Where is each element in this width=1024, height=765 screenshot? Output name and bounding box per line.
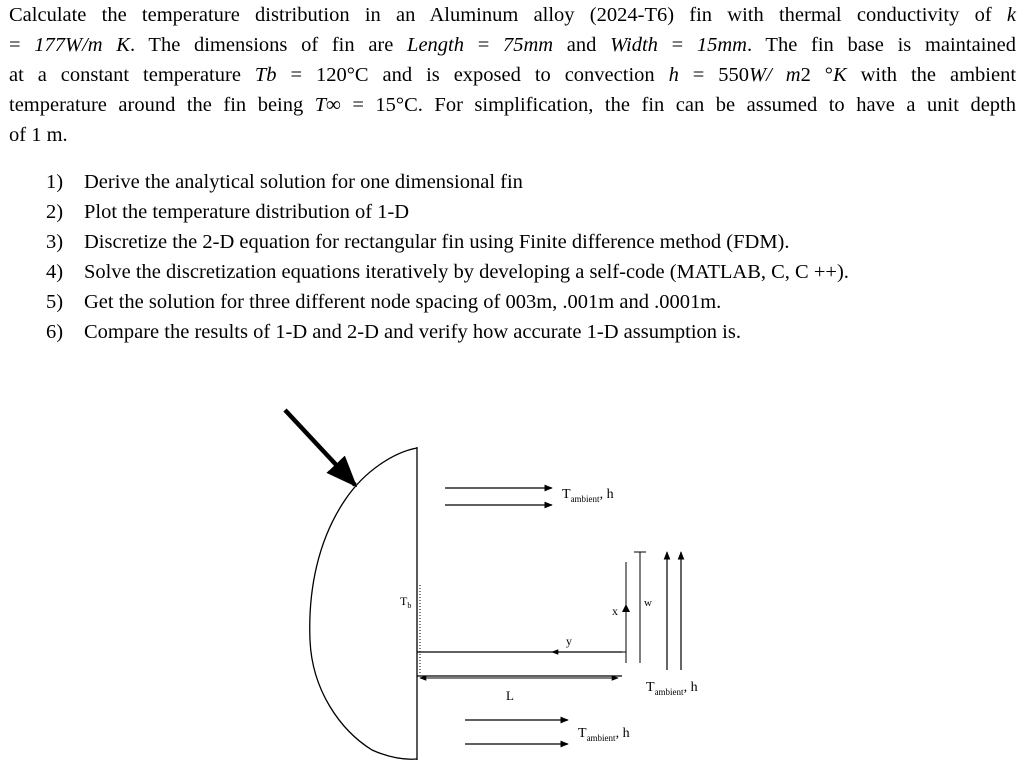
task-number: 1) [46, 171, 64, 193]
text-run: = 120°C and is exposed to convection [276, 64, 669, 86]
math-term: h [668, 64, 679, 86]
task-text: Solve the discretization equations iteratively by developing a self-code (MATLAB, C, C ++). [84, 261, 849, 283]
text-run: = [9, 34, 35, 56]
tb-label: $T_b$ [400, 594, 412, 610]
math-term: 15mm [696, 34, 747, 56]
text-run: . The dimensions of fin are [129, 34, 408, 56]
text-run: = 550 [678, 64, 750, 86]
text-run: with the ambient [846, 64, 1017, 86]
text-run: temperature around the fin being [9, 94, 315, 116]
text-run: of 1 m. [9, 124, 68, 146]
l-label: L [506, 688, 514, 703]
text-run: 2 ° [800, 64, 833, 86]
pointer-arrow [285, 410, 355, 485]
tambient-right-label: $T_{ambient}$, h [646, 680, 698, 697]
task-text: Derive the analytical solution for one dimensional fin [84, 171, 523, 193]
task-text: Discretize the 2-D equation for rectangular fin using Finite difference method (FDM). [84, 231, 790, 253]
text-run: . The fin base is maintained [746, 34, 1017, 56]
math-term: Length [407, 34, 464, 56]
task-number: 6) [46, 321, 64, 343]
task-text: Plot the temperature distribution of 1-D [84, 201, 410, 223]
math-term: K [832, 64, 847, 86]
task-number: 3) [46, 231, 64, 253]
math-term: T∞ [314, 94, 341, 116]
text-run: = 15°C. For simplification, the fin can be assumed to have a unit depth [340, 94, 1016, 116]
x-axis-arrowhead [622, 604, 630, 612]
task-number: 5) [46, 291, 64, 313]
text-run: and [553, 34, 611, 56]
math-term: k [1006, 4, 1016, 26]
tambient-bottom-label: $T_{ambient}$, h [578, 726, 630, 743]
text-run: = [657, 34, 697, 56]
x-label: x [612, 604, 618, 618]
math-term: 75mm [502, 34, 554, 56]
tambient-top-label: $T_{ambient}$, h [562, 487, 614, 504]
task-number: 2) [46, 201, 64, 223]
task-text: Get the solution for three different node spacing of 003m, .001m and .0001m. [84, 291, 722, 313]
text-run: Calculate the temperature distribution in an Aluminum alloy (2024-T6) fin with thermal conductivity of [9, 4, 1007, 26]
math-term: Tb [254, 64, 277, 86]
w-label: w [644, 597, 652, 609]
text-run: = [464, 34, 503, 56]
math-term: Width [610, 34, 658, 56]
task-number: 4) [46, 261, 64, 283]
task-text: Compare the results of 1-D and 2-D and verify how accurate 1-D assumption is. [84, 321, 741, 343]
y-label: y [566, 634, 572, 648]
math-term: 177W/m K [34, 34, 130, 56]
math-term: W/ m [749, 64, 801, 86]
text-run: at a constant temperature [9, 64, 255, 86]
